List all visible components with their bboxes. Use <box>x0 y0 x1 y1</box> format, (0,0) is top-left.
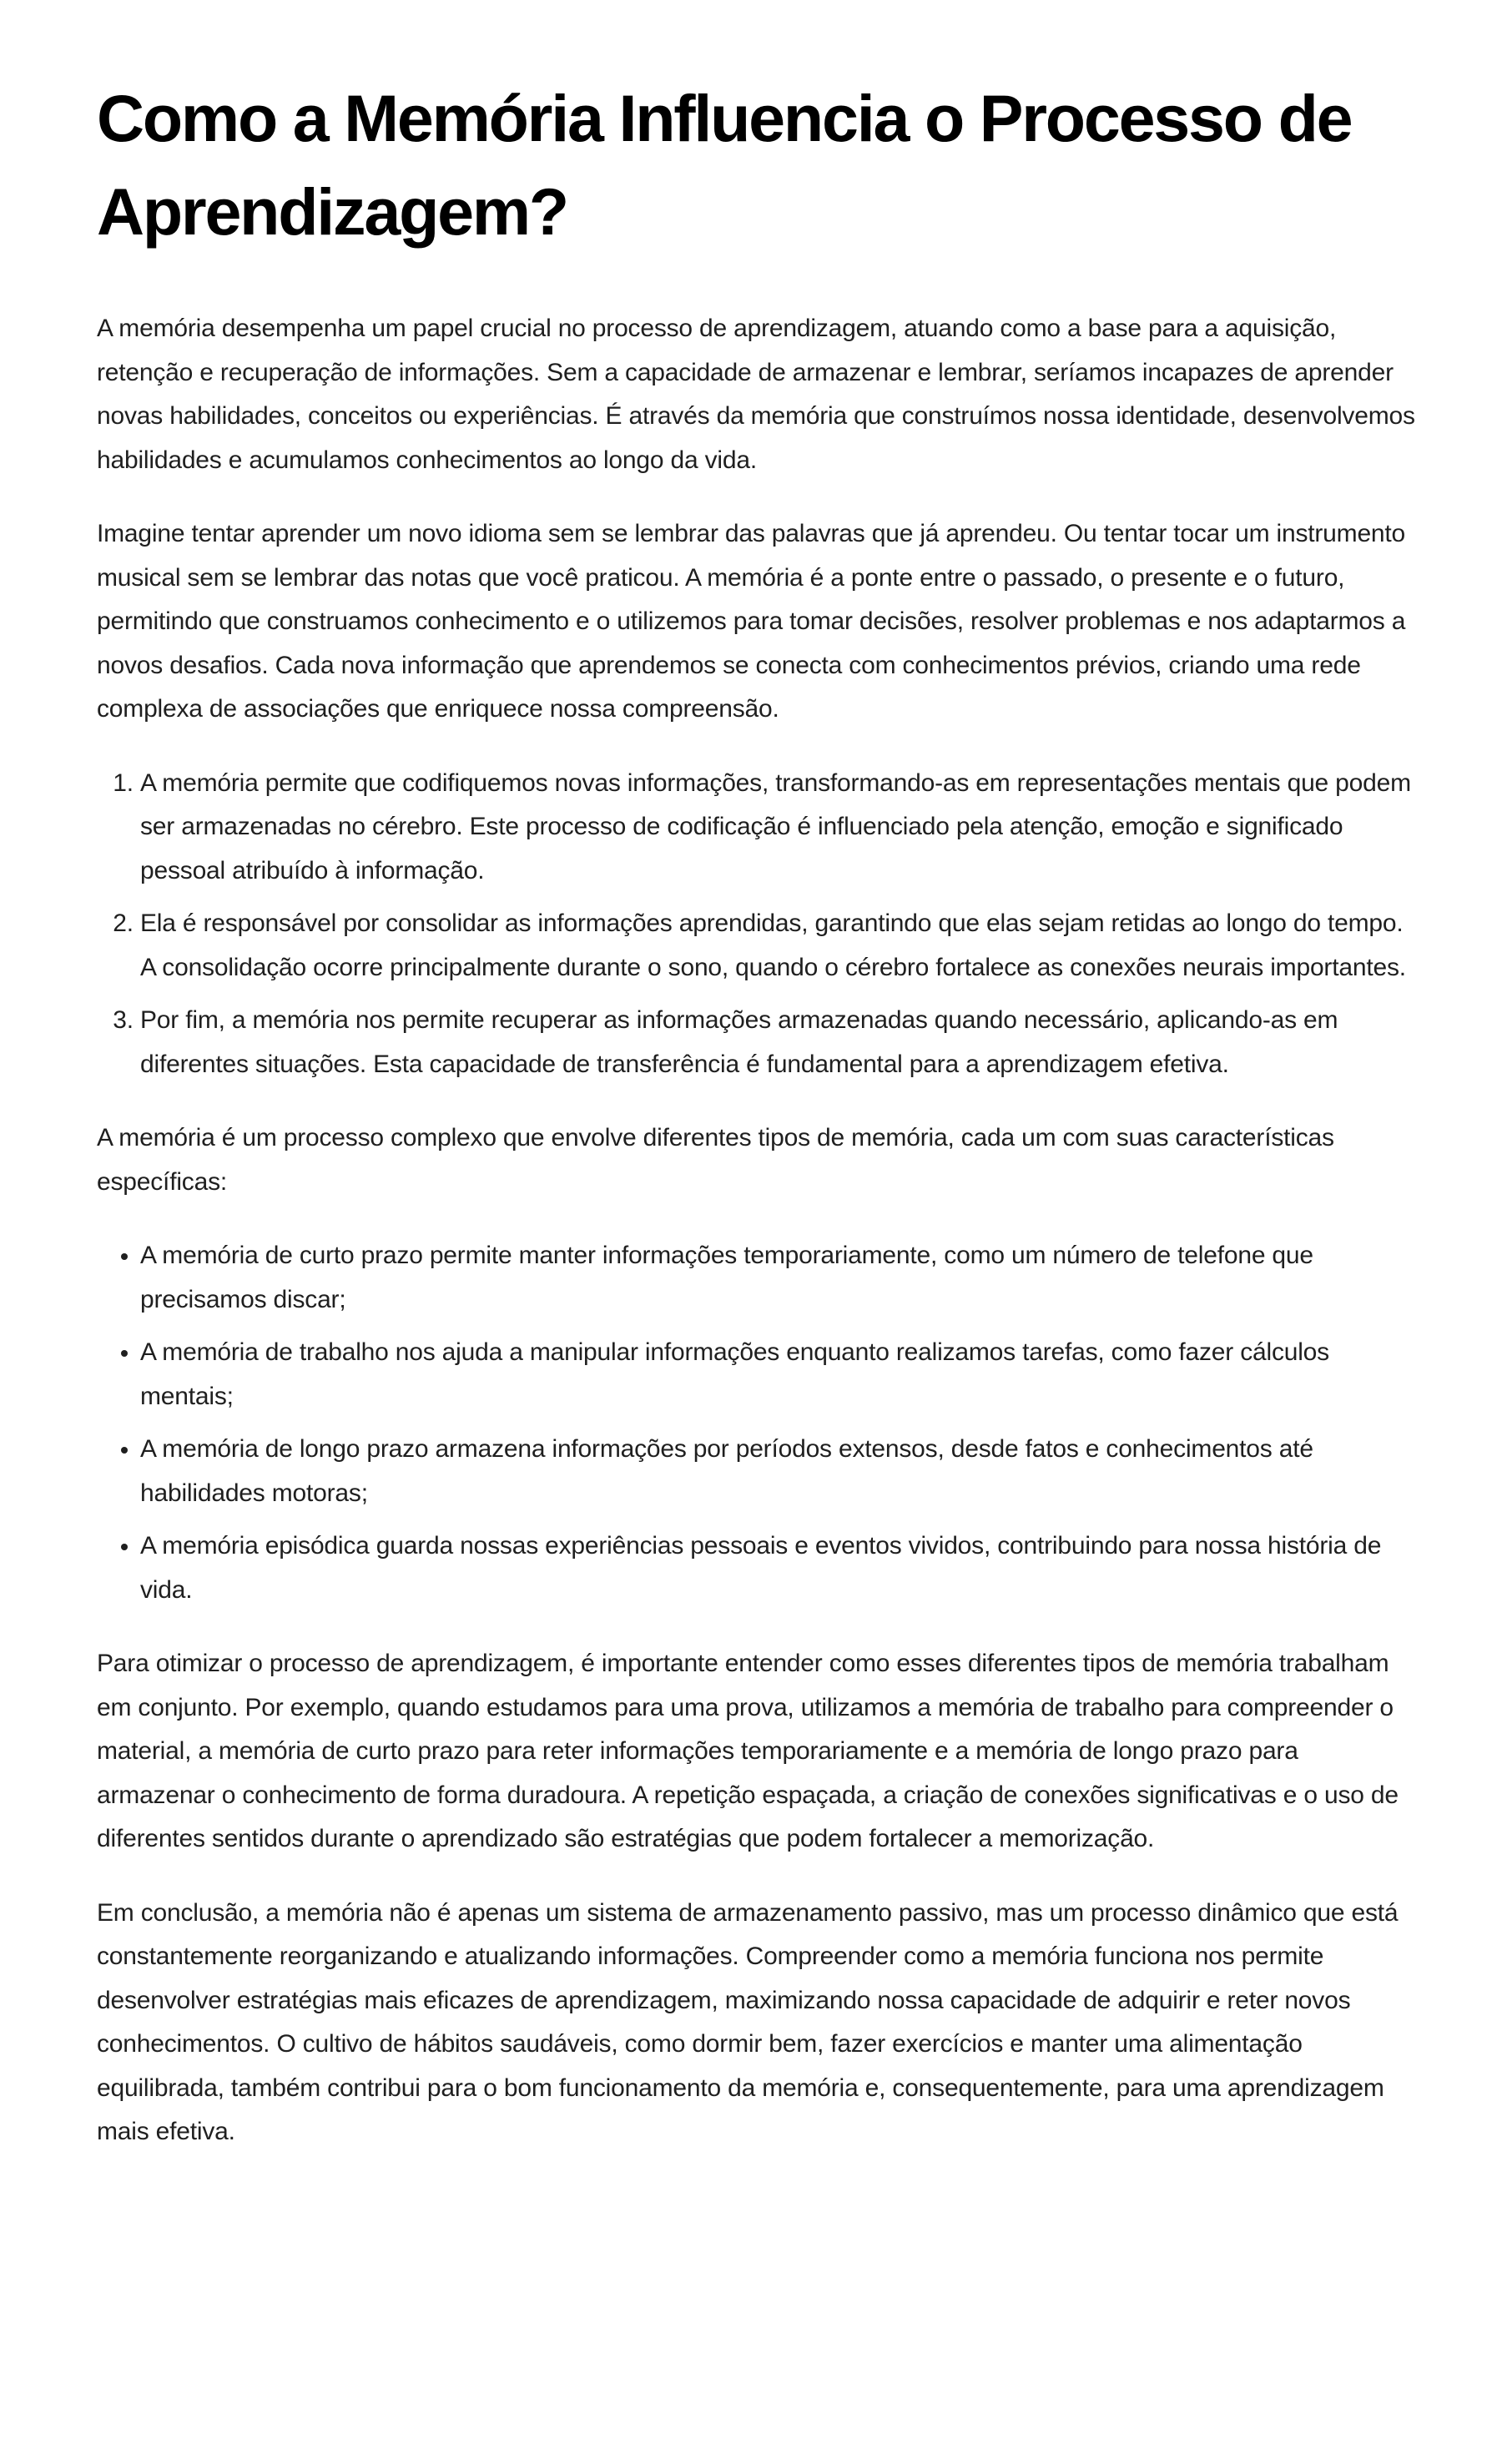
intro-paragraph: A memória desempenha um papel crucial no processo de aprendizagem, atuando como a base para a aquisição, retenção e recuperação de informações. Sem a capacidade de armazenar e lembrar, seríamos incapazes de aprender novas habilidades, conceitos ou experiências. É através da memória que construímos nossa identidade, desenvolvemos habilidades e acumulamos conhecimentos ao longo da vida. <box>97 315 1415 474</box>
list-item: • A memória episódica guarda nossas experiências pessoais e eventos vividos, contribuindo para nossa história de vida. <box>140 1524 1415 1612</box>
list-item: • A memória de longo prazo armazena informações por períodos extensos, desde fatos e conhecimentos até habilidades motoras; <box>140 1428 1415 1515</box>
list-item: • A memória de curto prazo permite manter informações temporariamente, como um número de telefone que precisamos discar; <box>140 1234 1415 1322</box>
optimization-paragraph: Para otimizar o processo de aprendizagem, é importante entender como esses diferentes tipos de memória trabalham em conjunto. Por exemplo, quando estudamos para uma prova, utilizamos a memória de trabalho para compreender o material, a memória de curto prazo para reter informações temporariamente e a memória de longo prazo para armazenar o conhecimento de forma duradoura. A repetição espaçada, a criação de conexões significativas e o uso de diferentes sentidos durante o aprendizado são estratégias que podem fortalecer a memorização. <box>97 1650 1399 1852</box>
article <box>97 72 1415 2184</box>
list-item: • A memória de trabalho nos ajuda a manipular informações enquanto realizamos tarefas, como fazer cálculos mentais; <box>140 1331 1415 1418</box>
bullet-list <box>97 1234 1415 1612</box>
conclusion-paragraph: Em conclusão, a memória não é apenas um sistema de armazenamento passivo, mas um processo dinâmico que está constantemente reorganizando e atualizando informações. Compreender como a memória funciona nos permite desenvolver estratégias mais eficazes de aprendizagem, maximizando nossa capacidade de adquirir e reter novos conhecimentos. O cultivo de hábitos saudáveis, como dormir bem, fazer exercícios e manter uma alimentação equilibrada, também contribui para o bom funcionamento da memória e, consequentemente, para uma aprendizagem mais efetiva. <box>97 1898 1399 2145</box>
list-item: 1. A memória permite que codifiquemos novas informações, transformando-as em representações mentais que podem ser armazenadas no cérebro. Este processo de codificação é influenciado pela atenção, emoção e significado pessoal atribuído à informação. <box>140 762 1415 894</box>
page-title: Como a Memória Influencia o Processo de Aprendizagem? <box>97 81 1352 249</box>
list-item: 3. Por fim, a memória nos permite recuperar as informações armazenadas quando necessário, aplicando-as em diferentes situações. Esta capacidade de transferência é fundamental para a aprendizagem efetiva. <box>140 999 1415 1086</box>
types-intro-paragraph: A memória é um processo complexo que envolve diferentes tipos de memória, cada um com suas características específicas: <box>97 1124 1334 1196</box>
example-paragraph: Imagine tentar aprender um novo idioma sem se lembrar das palavras que já aprendeu. Ou tentar tocar um instrumento musical sem se lembrar das notas que você praticou. A memória é a ponte entre o passado, o presente e o futuro, permitindo que construamos conhecimento e o utilizemos para tomar decisões, resolver problemas e nos adaptarmos a novos desafios. Cada nova informação que aprendemos se conecta com conhecimentos prévios, criando uma rede complexa de associações que enriquece nossa compreensão. <box>97 520 1406 723</box>
ordered-list <box>97 762 1415 1087</box>
list-item: 2. Ela é responsável por consolidar as informações aprendidas, garantindo que elas sejam retidas ao longo do tempo. A consolidação ocorre principalmente durante o sono, quando o cérebro fortalece as conexões neurais importantes. <box>140 902 1415 990</box>
